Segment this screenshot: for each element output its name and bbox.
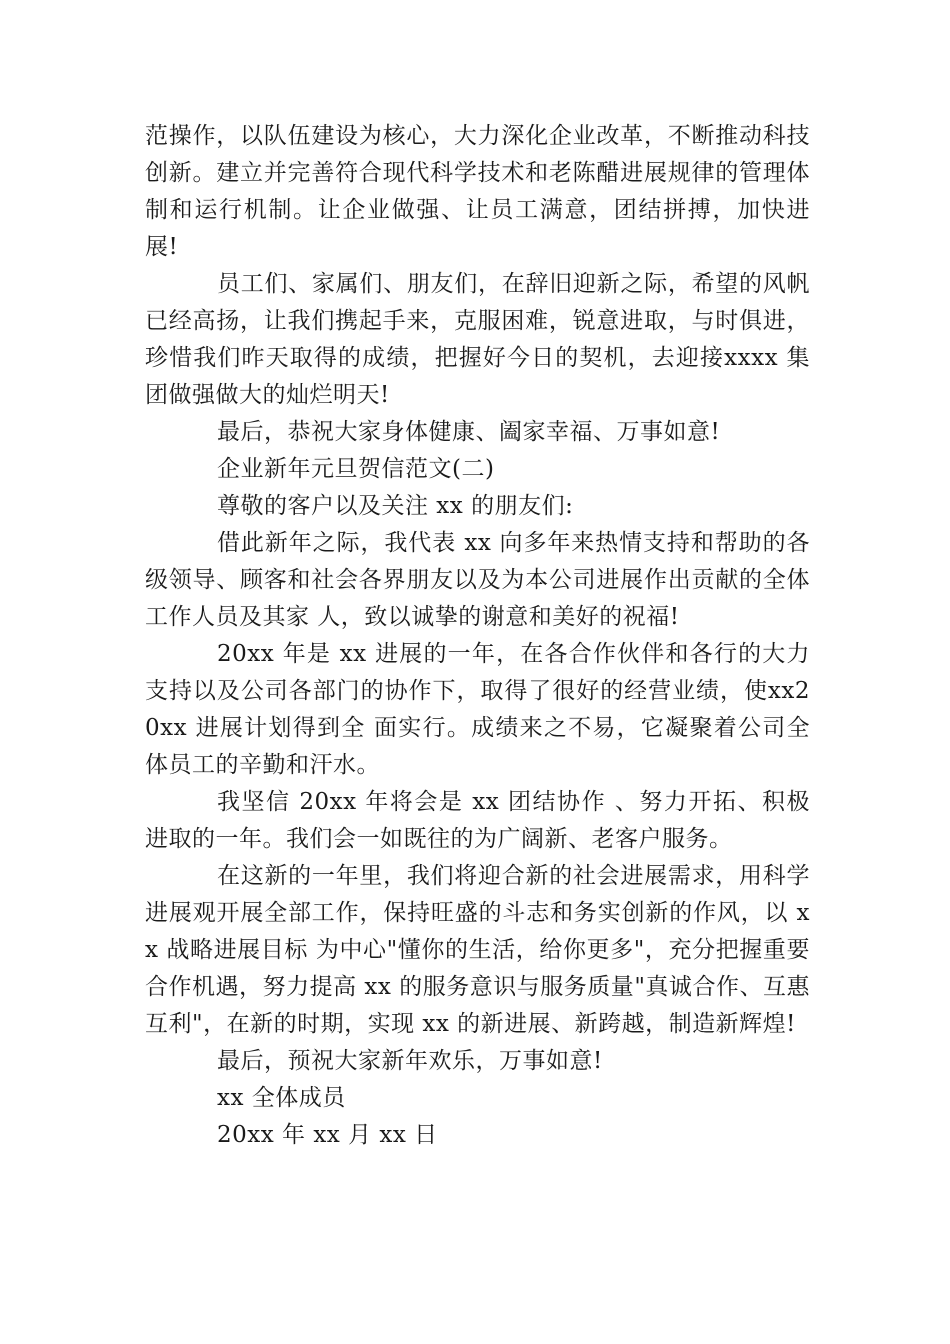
paragraph-2: 员工们、家属们、朋友们，在辞旧迎新之际，希望的风帆已经高扬，让我们携起手来，克服困难，锐意进取，与时俱进，珍惜我们昨天取得的成绩，把握好今日的契机，去迎接xxxx 集团做强做大的灿烂明天!	[145, 271, 810, 408]
paragraph-6: 借此新年之际，我代表 xx 向多年来热情支持和帮助的各级领导、顾客和社会各界朋友以及为本公司进展作出贡献的全体工作人员及其家 人，致以诚挚的谢意和美好的祝福!	[145, 530, 810, 630]
paragraph-1: 范操作，以队伍建设为核心，大力深化企业改革，不断推动科技创新。建立并完善符合现代科学技术和老陈醋进展规律的管理体制和运行机制。让企业做强、让员工满意，团结拼搏，加快进展!	[145, 123, 810, 260]
closing-wish: 最后，预祝大家新年欢乐，万事如意!	[217, 1048, 603, 1074]
signature: xx 全体成员	[217, 1085, 346, 1111]
paragraph-3: 最后，恭祝大家身体健康、阖家幸福、万事如意!	[217, 419, 721, 445]
date-line: 20xx 年 xx 月 xx 日	[217, 1122, 438, 1148]
document-body	[145, 118, 810, 1154]
paragraph-7: 20xx 年是 xx 进展的一年，在各合作伙伴和各行的大力支持以及公司各部门的协作下，取得了很好的经营业绩，使xx20xx 进展计划得到全 面实行。成绩来之不易，它凝聚着公司全体员工的辛勤和汗水。	[145, 641, 810, 778]
paragraph-8: 我坚信 20xx 年将会是 xx 团结协作 、努力开拓、积极进取的一年。我们会一如既往的为广阔新、老客户服务。	[145, 789, 810, 852]
salutation: 尊敬的客户以及关注 xx 的朋友们:	[217, 493, 574, 519]
section-title: 企业新年元旦贺信范文(二)	[217, 456, 495, 482]
paragraph-9: 在这新的一年里，我们将迎合新的社会进展需求，用科学进展观开展全部工作，保持旺盛的斗志和务实创新的作风，以 xx 战略进展目标 为中心"懂你的生活，给你更多"，充分把握重要合作机遇，努力提高 xx 的服务意识与服务质量"真诚合作、互惠互利"，在新的时期，实现 xx 的新进展、新跨越，制造新辉煌!	[145, 863, 810, 1037]
